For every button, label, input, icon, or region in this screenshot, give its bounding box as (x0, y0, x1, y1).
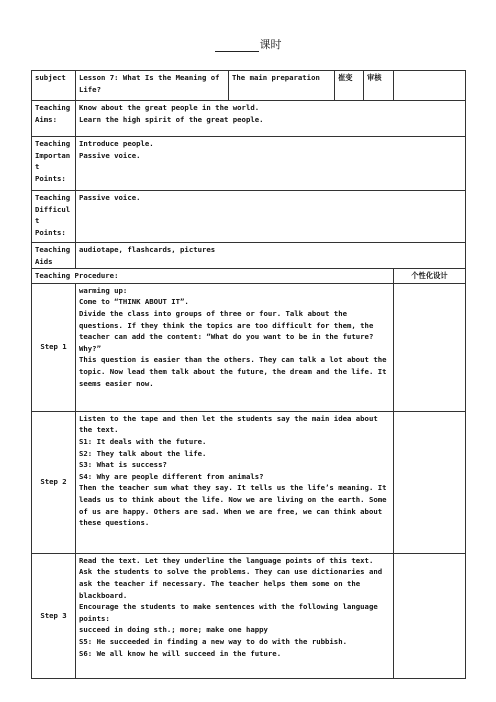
page-title (0, 36, 496, 52)
important-item: Passive voice. (79, 150, 141, 160)
aims-row (32, 101, 466, 137)
main-preparation-label: The main preparation (229, 71, 335, 101)
aims-label: Teaching Aims: (32, 101, 76, 137)
step-line: S3: What is success? (79, 460, 167, 470)
lesson-plan-table (31, 70, 466, 679)
aim-item: Learn the high spirit of the great people. (79, 114, 264, 124)
procedure-label: Teaching Procedure: (32, 269, 394, 284)
step-design-cell (394, 553, 466, 678)
step-label: Step 2 (32, 411, 76, 553)
step-content (76, 553, 394, 678)
step-line: Listen to the tape and then let the students say the main idea about the text. (79, 413, 378, 435)
important-item: Introduce people. (79, 139, 154, 148)
title-blank-line (215, 51, 259, 52)
step-line: S4: Why are people different from animals? (79, 471, 264, 481)
difficult-item: Passive voice. (79, 193, 141, 202)
step-line: S6: We all know he will succeed in the future. (79, 648, 282, 658)
lesson-title: Lesson 7: What Is the Meaning of Life? (76, 71, 229, 101)
step-label: Step 1 (32, 283, 76, 411)
important-row (32, 137, 466, 191)
personal-design-label: 个性化设计 (394, 269, 466, 284)
step-line: Come to “THINK ABOUT IT”. (79, 297, 189, 307)
difficult-content (76, 191, 466, 243)
step-line: This question is easier than the others. They can talk a lot about the topic. Now lead them talk about the future, the dream and the life. It seems easier now. (79, 355, 387, 388)
step-line: Encourage the students to make sentences with the following language points: (79, 602, 378, 623)
subject-label: subject (32, 71, 76, 101)
step-line: Read the text. Let they underline the language points of this text. Ask the students to solve the problems. They can use dictionaries and ask the teacher if necessary. The teacher helps them some on the blackboard. (79, 555, 383, 600)
step-line: Divide the class into groups of three or four. Talk about the questions. If they think the topics are too difficult for them, the teacher can add the content: “What do you want to be in the future? Why?” (79, 308, 374, 353)
header-empty-cell (394, 71, 466, 101)
important-content (76, 137, 466, 191)
important-label: Teaching Important Points: (32, 137, 76, 191)
shenhe-label: 审核 (364, 71, 394, 101)
step-line: S2: They talk about the life. (79, 448, 207, 458)
aids-row (32, 243, 466, 269)
step-line: S5: He succeeded in finding a new way to do with the rubbish. (79, 636, 347, 646)
step-row (32, 553, 466, 678)
title-suffix: 课时 (259, 38, 282, 51)
step-line: succeed in doing sth.; more; make one happy (79, 625, 268, 635)
step-line: warming up: (79, 285, 128, 295)
step-line: Then the teacher sum what they say. It tells us the life’s meaning. It leads us to think about the life. Now we are living on the earth. Some of us are happy. Others are sad. When we are free, we can think about these questions. (79, 483, 387, 528)
difficult-label: Teaching Difficult Points: (32, 191, 76, 243)
aids-label: Teaching Aids (32, 243, 76, 269)
step-content (76, 411, 394, 553)
aims-content (76, 101, 466, 137)
step-design-cell (394, 283, 466, 411)
step-design-cell (394, 411, 466, 553)
aim-item: Know about the great people in the world. (79, 103, 260, 112)
procedure-row (32, 269, 466, 284)
header-row (32, 71, 466, 101)
step-row (32, 283, 466, 411)
difficult-row (32, 191, 466, 243)
step-label: Step 3 (32, 553, 76, 678)
cuiye-label: 崔变 (335, 71, 364, 101)
step-row (32, 411, 466, 553)
step-content (76, 283, 394, 411)
step-line: S1: It deals with the future. (79, 436, 207, 446)
aids-content: audiotape, flashcards, pictures (76, 243, 466, 269)
